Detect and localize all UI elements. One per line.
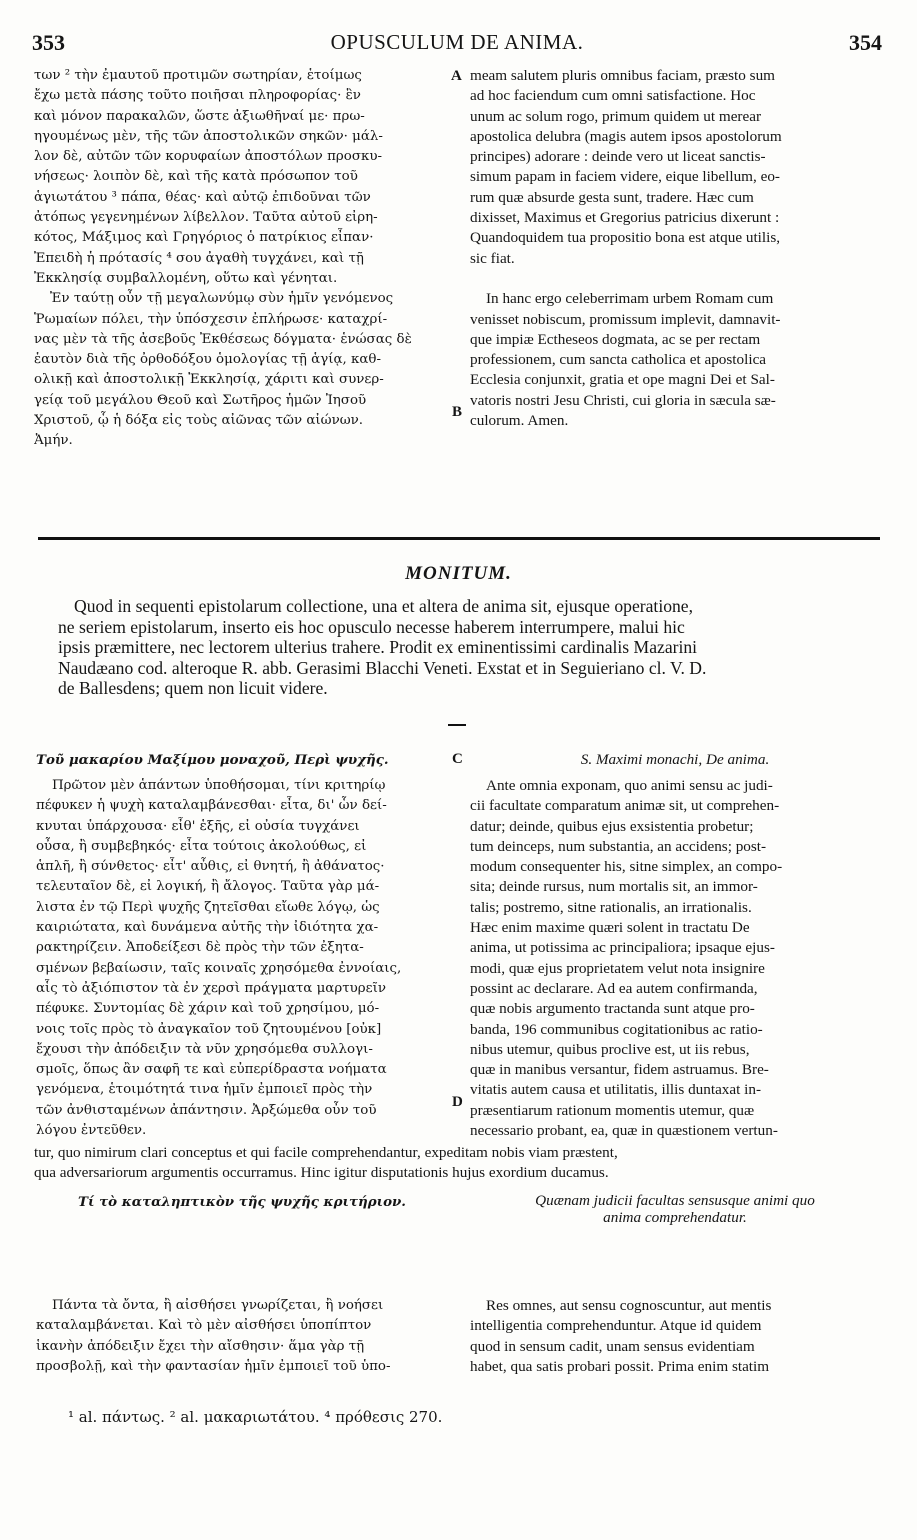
latin-line: habet, qua satis probari possit. Prima enim statim: [470, 1357, 770, 1375]
greek-line: τελευταῖον δὲ, εἰ λογική, ἢ ἄλογος. Ταῦτα γὰρ μά-: [36, 879, 380, 895]
section2-latin-heading-wrap: [470, 1192, 880, 1226]
latin-line: dixisset, Maximus et Gregorius patricius dixerunt :: [470, 209, 780, 227]
section2-latin-heading-1: Quænam judicii facultas sensusque animi quo: [535, 1192, 815, 1209]
latin-line: præsentiarum rationum momentis utemur, quæ: [470, 1101, 755, 1119]
monitum-line: ipsis præmittere, nec lectorem ulterius trahere. Prodit ex eminentissimi cardinalis Mazarini: [58, 637, 698, 657]
greek-line: κότος, Μάξιμος καὶ Γρηγόριος ὁ πατρίκιος εἶπαν·: [34, 230, 374, 246]
monitum-line: ne seriem epistolarum, inserto eis hoc opusculo necesse haberem interrumpere, malui hic: [58, 616, 685, 637]
latin-line: [470, 269, 880, 289]
latin-line: Hæc enim maxime quæri solent in tractatu De: [470, 919, 750, 937]
latin-line: intelligentia comprehenduntur. Atque id quidem: [470, 1317, 762, 1335]
latin-line: sic fiat.: [470, 249, 515, 267]
margin-marker-b: B: [452, 404, 463, 420]
greek-line: Ἐπειδὴ ἡ πρότασίς ⁴ σου ἀγαθὴ τυγχάνει, καὶ τῇ: [34, 250, 364, 266]
section2-latin-column: [470, 1296, 880, 1377]
latin-line: possint ac declarare. Ad ea autem confirmanda,: [470, 979, 758, 997]
latin-line: rum quæ absurde gesta sunt, tradere. Hæc cum: [470, 188, 754, 206]
greek-line: Ἐκκλησίᾳ συμβαλλομένη, οὕτω καὶ γένηται.: [34, 270, 338, 286]
greek-line: ἔχουσι τὴν ἀπόδειξιν τὰ νῦν χρησόμεθα συλλογι-: [36, 1041, 373, 1057]
greek-line: πέφυκεν ἡ ψυχὴ καταλαμβάνεσθαι· εἶτα, δι' ὧν δεί-: [36, 798, 387, 814]
greek-line: ἱκανὴν ἀπόδειξιν ἔχει τὴν αἴσθησιν· ἅμα γὰρ τῇ: [36, 1338, 365, 1354]
greek-line: γείᾳ τοῦ μεγάλου Θεοῦ καὶ Σωτῆρος ἡμῶν Ἰησοῦ: [34, 392, 367, 408]
monitum-title: MONITUM.: [405, 563, 512, 584]
greek-line: ηγουμένως μὲν, τῆς τῶν ἀποστολικῶν σηκῶν· μάλ-: [34, 128, 383, 144]
greek-line: ἁπλῆ, ἢ σύνθετος· εἶτ' αὖθις, εἰ θνητή, ἢ ἀθάνατος·: [36, 859, 385, 875]
latin-line: quæ in manibus versantur, fidem astruamus. Bre-: [470, 1061, 769, 1079]
latin-line: simum papam in faciem videre, eique libellum, eo-: [470, 168, 780, 186]
greek-line: προσβολῇ, καὶ τὴν φαντασίαν ἡμῖν ἐμποιεῖ τοῦ ὑπο-: [36, 1358, 391, 1374]
monitum-line: Naudæano cod. alteroque R. abb. Gerasimi Blacchi Veneti. Exstat et in Seguieriano cl. V. D.: [58, 657, 707, 678]
latin-line: modum consequenter his, sitne simplex, an compo-: [470, 858, 783, 876]
latin-line: talis; postremo, sitne rationalis, an irrationalis.: [470, 898, 752, 916]
margin-marker-a: A: [451, 68, 462, 84]
footnotes: ¹ al. πάντως. ² al. μακαριωτάτου. ⁴ πρόθεσις 270.: [68, 1408, 443, 1426]
greek-line: Ἐν ταύτῃ οὖν τῇ μεγαλωνύμῳ σὺν ἡμῖν γενόμενος: [50, 291, 394, 307]
section2-greek-heading: Τί τὸ καταληπτικὸν τῆς ψυχῆς κριτήριον.: [78, 1194, 406, 1210]
greek-line: καταλαμβάνεται. Καὶ τὸ μὲν αἰσθήσει ὑποπίπτον: [36, 1318, 372, 1334]
latin-line: necessario probant, ea, quæ in quæstionem vertun-: [470, 1122, 778, 1140]
lower-greek-column: [36, 776, 448, 1141]
latin-line: principes) adorare : deinde vero ut liceat sanctis-: [470, 148, 766, 166]
greek-line: ἑαυτὸν διὰ τῆς ὀρθοδόξου ὁμολογίας τῇ ἁγίᾳ, καθ-: [34, 352, 382, 368]
greek-line: οὖσα, ἢ συμβεβηκός· εἶτα τούτοις ἀκολούθως, εἰ: [36, 838, 367, 854]
latin-line: tum deinceps, num substantia, an accidens; post-: [470, 837, 767, 855]
latin-line: Ante omnia exponam, quo animi sensu ac judi-: [486, 777, 773, 794]
greek-line: ρακτηρίζειν. Ἀποδείξεσι δὲ πρὸς τὴν τῶν ἐξητα-: [36, 940, 364, 956]
greek-line: λόγου ἐντεῦθεν.: [36, 1123, 147, 1139]
greek-line: νοις τοῖς πρὸς τὸ ἀναγκαῖον τοῦ ζητουμένου [οὐκ]: [36, 1021, 382, 1037]
monitum-text: [58, 596, 878, 699]
page-header: [32, 30, 882, 60]
monitum-line: Quod in sequenti epistolarum collectione, una et altera de anima sit, ejusque operatione,: [74, 596, 694, 616]
greek-line: Πάντα τὰ ὄντα, ἢ αἰσθήσει γνωρίζεται, ἢ νοήσει: [52, 1298, 384, 1313]
latin-line: anima, ut potissima ac principaliora; ipsaque ejus-: [470, 939, 775, 957]
latin-line: quæ nobis argumento tractanda sunt atque pro-: [470, 1000, 755, 1018]
section2-greek-heading-wrap: [36, 1192, 448, 1212]
page-number-left: 353: [32, 30, 65, 55]
lower-latin-heading-wrap: [470, 750, 880, 770]
latin-line: tur, quo nimirum clari conceptus et qui facile comprehendantur, expeditam nobis viam præstent,: [34, 1144, 618, 1161]
page-number-right: 354: [849, 30, 882, 55]
lower-greek-heading: Τοῦ μακαρίου Μαξίμου μοναχοῦ, Περὶ ψυχῆς.: [36, 752, 389, 768]
greek-line: λον δὲ, αὐτῶν τῶν κορυφαίων ἀποστόλων προσκυ-: [34, 149, 382, 165]
full-width-text: [34, 1143, 880, 1184]
latin-line: venisset nobiscum, promissum implevit, damnavit-: [470, 310, 781, 328]
section2-greek-column: [36, 1296, 448, 1377]
greek-line: Ῥωμαίων πόλει, τὴν ὑπόσχεσιν ἐπλήρωσε· καταχρί-: [34, 311, 388, 327]
lower-latin-column: [470, 776, 880, 1141]
latin-line: nibus utemur, quibus proclive est, ut iis rebus,: [470, 1040, 750, 1058]
greek-line: σμένων βεβαίωσιν, ταῖς κοιναῖς χρησόμεθα ἐννοίαις,: [36, 960, 402, 976]
lower-greek-heading-wrap: [36, 750, 448, 770]
greek-line: σμοῖς, ὅπως ἂν σαφῆ τε καὶ εὐπερίδραστα νοήματα: [36, 1062, 387, 1078]
latin-line: culorum. Amen.: [470, 412, 569, 430]
greek-line: λιστα ἐν τῷ Περὶ ψυχῆς ζητεῖσθαι εἴωθε λόγῳ, ὡς: [36, 899, 380, 915]
greek-line: Ἀμήν.: [34, 433, 73, 449]
greek-line: ἁγιωτάτου ³ πάπα, θέας· καὶ αὐτῷ ἐπιδοῦναι τῶν: [34, 189, 371, 205]
greek-line: Χριστοῦ, ᾧ ἡ δόξα εἰς τοὺς αἰῶνας τῶν αἰώνων.: [34, 413, 364, 429]
latin-line: que impiæ Ectheseos dogmata, ac se per rectam: [470, 330, 761, 348]
section2-latin-heading-2: anima comprehendatur.: [603, 1209, 747, 1226]
section-separator: [38, 537, 880, 540]
latin-line: vatoris nostri Jesu Christi, cui gloria in sæcula sæ-: [470, 391, 776, 409]
greek-line: ἀτόπως γεγενημένων λίβελλον. Ταῦτα αὐτοῦ εἰρη-: [34, 210, 378, 226]
latin-line: cii facultate comparatum animæ sit, ut comprehen-: [470, 797, 780, 815]
latin-line: unum ac solum rogo, primum quidem ut merear: [470, 107, 762, 125]
top-latin-column: [470, 66, 880, 431]
greek-line: ἔχω μετὰ πάσης τοῦτο ποιῆσαι πληροφορίας· ἓν: [34, 88, 361, 104]
greek-line: καὶ μόνον παρακαλῶν, ὥστε ἀξιωθῆναί με· πρω-: [34, 108, 365, 124]
lower-latin-heading: S. Maximi monachi, De anima.: [580, 751, 770, 768]
greek-line: Πρῶτον μὲν ἁπάντων ὑποθήσομαι, τίνι κριτηρίῳ: [52, 778, 386, 793]
latin-line: ad hoc faciendum cum omni satisfactione. Hoc: [470, 87, 756, 105]
short-rule: [448, 724, 466, 726]
greek-line: των ² τὴν ἐμαυτοῦ προτιμῶν σωτηρίαν, ἑτοίμως: [34, 68, 362, 83]
latin-line: qua adversariorum argumentis occurramus. Hinc igitur disputationis hujus exordium ducamus.: [34, 1164, 609, 1182]
margin-marker-d: D: [452, 1094, 463, 1110]
latin-line: In hanc ergo celeberrimam urbem Romam cum: [486, 290, 774, 308]
greek-line: κνυται ὑπάρχουσα· εἶθ' ἑξῆς, εἰ οὐσία τυγχάνει: [36, 818, 360, 834]
latin-line: Res omnes, aut sensu cognoscuntur, aut mentis: [486, 1297, 772, 1314]
latin-line: Ecclesia conjunxit, gratia et ope magni Dei et Sal-: [470, 371, 775, 389]
latin-line: modi, quæ ejus proprietatem velut nota insignire: [470, 959, 765, 977]
greek-line: καιριώτατα, καὶ δυνάμενα αὐτῆς τὴν ἰδιότητα χα-: [36, 920, 379, 936]
greek-line: τῶν ἀνθισταμένων ἀπάντησιν. Ἀρξώμεθα οὖν τοῦ: [36, 1102, 377, 1118]
greek-line: ολικῇ καὶ ἀποστολικῇ Ἐκκλησίᾳ, χάριτι καὶ συνερ-: [34, 372, 384, 388]
monitum-line: de Ballesdens; quem non licuit videre.: [58, 678, 328, 698]
latin-line: sita; deinde rursus, num mortalis sit, an immor-: [470, 878, 758, 896]
greek-line: αἷς τὸ ἀξιόπιστον τὰ ἐν χερσὶ πράγματα μαρτυρεῖν: [36, 980, 386, 996]
greek-line: νήσεως· λοιπὸν δὲ, καὶ τῆς κατὰ πρόσωπον τοῦ: [34, 169, 358, 185]
greek-line: πέφυκε. Συντομίας δὲ χάριν καὶ τοῦ χρησίμου, μό-: [36, 1001, 380, 1017]
latin-line: quod in sensum cadit, unam sensus evidentiam: [470, 1337, 755, 1355]
latin-line: apostolica delubra (magis autem ipsos apostolorum: [470, 127, 782, 145]
latin-line: banda, 196 communibus cogitationibus ac ratio-: [470, 1020, 763, 1038]
greek-line: γενόμενα, ἑτοιμότητά τινα ἡμῖν ἐμποιεῖ πρὸς τὴν: [36, 1082, 373, 1098]
latin-line: datur; deinde, quibus ejus exsistentia probetur;: [470, 817, 754, 835]
greek-line: νας μὲν τὰ τῆς ἀσεβοῦς Ἐκθέσεως δόγματα· ἑνώσας δὲ: [34, 331, 412, 347]
margin-marker-c: C: [452, 751, 463, 767]
top-greek-column: [34, 66, 448, 452]
latin-line: meam salutem pluris omnibus faciam, præsto sum: [470, 67, 775, 84]
latin-line: professionem, cum sancta catholica et apostolica: [470, 351, 767, 369]
latin-line: Quandoquidem tua propositio bona est atque utilis,: [470, 229, 781, 247]
running-title: OPUSCULUM DE ANIMA.: [330, 30, 584, 54]
latin-line: vitatis autem causa et utilitatis, illis duntaxat in-: [470, 1081, 762, 1099]
